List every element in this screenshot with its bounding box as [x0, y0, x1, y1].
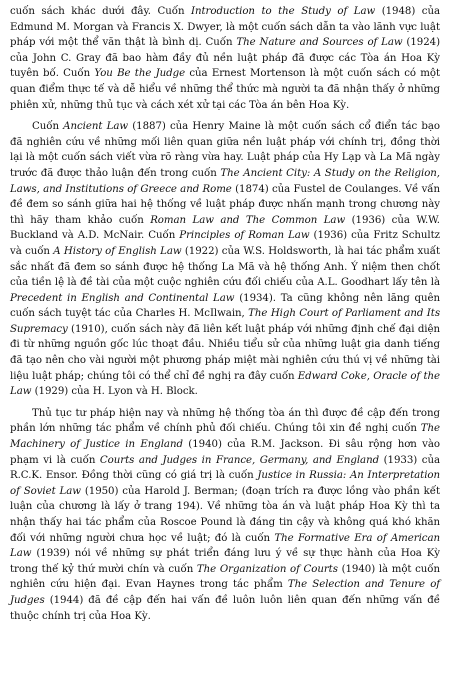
text-run: (1922) của W.S. Holdsworth, là hai tác phẩm xuất sắc nhất đã đem so sánh được hệ thống La Mã và hệ thống Anh. Ý niệm then chốt của tiền lệ là đề tài của một cuộc nghiên cứu đối chiếu của A.L. Goodhart lấy tên là [10, 245, 440, 289]
book-title: Introduction to the Study of Law [191, 6, 376, 17]
book-title: The Selection and Tenure of Judges [10, 579, 441, 606]
text-run: cuốn sách khác dưới đây. Cuốn [10, 6, 192, 17]
text-run: (1950) của Harold J. Berman; (đoạn trích ra được lồng vào phần kết luận của chương là lấy ở trang 194). Về những tòa án và luật pháp Hoa Kỳ thì ta nhận thấy hai tác phẩm của Roscoe Pound là đáng tin cậy và không quá khó khăn đối với những người chưa học về luật; đó là cuốn [10, 485, 440, 544]
text-run: Cuốn [32, 121, 64, 133]
text-run: (1944) đã đề cập đến hai vấn đề luôn luôn liên quan đến những vấn đề thuộc chính trị của Hoa Kỳ. [10, 594, 440, 622]
book-title: Ancient Law [63, 121, 129, 133]
paragraph-intro [10, 4, 440, 113]
text-run: (1939) nói về những sự phát triển đáng lưu ý về sự thực hành của Hoa Kỳ trong thế kỷ thứ mười chín và cuốn [10, 548, 440, 575]
text-run: (1940) là một cuốn nghiên cứu hiện đại. Evan Haynes trong tác phẩm [10, 563, 440, 591]
book-title: Precedent in English and Continental Law [10, 292, 235, 304]
text-run: Thủ tục tư pháp hiện nay và những hệ thống tòa án thì được đề cập đến trong phần lớn những tác phẩm về chính phủ đối chiếu. Chúng tôi xin đề nghị cuốn [10, 407, 440, 435]
text-run: của Ernest Mortenson là một cuốn sách có một quan điểm thực tế và dễ hiểu về những thể thức mà người ta đã nhận thấy ở những phiên xử, những thủ tục và cách xét xử tại các Tòa án bên Hoa Kỳ. [10, 68, 440, 111]
text-run: (1940) của R.M. Jackson. Đi sâu rộng hơn vào phạm vi là cuốn [10, 439, 440, 466]
book-title: Justice in Russia: An Interpretation of Soviet Law [10, 470, 440, 497]
book-title: The High Court of Parliament and Its Supremacy [10, 308, 440, 335]
text-run: (1933) của R.C.K. Ensor. Đồng thời cũng có giá trị là cuốn [10, 454, 440, 482]
paragraph-ancient-law [10, 119, 440, 400]
text-run: (1874) của Fustel de Coulanges. Về vấn đề đem so sánh giữa hai hệ thống về luật pháp được nhấn mạnh trong chương này thì hãy tham khảo cuốn [10, 183, 441, 226]
book-title: Principles of Roman Law [179, 230, 310, 242]
text-run: (1936) của Fritz Schultz và cuốn [10, 230, 440, 257]
book-title: The Machinery of Justice in England [10, 423, 440, 451]
book-title: The Formative Era of American Law [10, 532, 440, 560]
book-title: The Nature and Sources of Law [236, 37, 403, 49]
book-title: Edward Coke, Oracle of the Law [10, 370, 441, 398]
text-run: (1934). Ta cũng không nên lãng quên cuốn sách tuyệt tác của Charles H. McIlwain, [10, 292, 440, 320]
book-title: Roman Law and The Common Law [150, 214, 346, 226]
text-run: (1936) của W.W. Buckland và A.D. McNair. Cuốn [10, 214, 440, 242]
text-run: (1948) của Edmund M. Morgan và Francis X. Dwyer, là một cuốn sách dẫn ta vào lãnh vực luật pháp với một thể văn thật là bình dị. Cuốn [10, 6, 440, 49]
text-run: (1910), cuốn sách này đã liên kết luật pháp với những định chế đại diện đi từ những nguồn gốc lúc thoạt đầu. Nhiều tiểu sử của những luật gia danh tiếng đã tạo nên cho vài người một phương pháp miệt mài nghiên cứu thú vị về những tài liệu luật pháp; chúng tôi có thể chỉ đề nghị ra đây cuốn [10, 323, 440, 382]
book-title: The Organization of Courts [196, 563, 338, 575]
book-title: You Be the Judge [94, 68, 186, 80]
text-run: (1924) của John C. Gray đã bao hàm đầy đủ nền luật pháp đã được các Tòa án Hoa Kỳ tuyên bố. Cuốn [10, 37, 441, 80]
book-title: A History of English Law [53, 245, 182, 257]
text-run: (1887) của Henry Maine là một cuốn sách cổ điển tác bạo đã nghiên cứu về những mối liên quan giữa nền luật pháp với chính trị, đồng thời lại là một cuốn sách viết vừa rõ ràng vừa hay. Luật pháp của Hy Lạp và La Mã ngày trước đã được thảo luận đến trong cuốn [10, 121, 440, 179]
paragraph-judicial-procedure [10, 406, 440, 624]
text-run: (1929) của H. Lyon và H. Block. [31, 386, 198, 398]
book-title: The Ancient City: A Study on the Religion, Laws, and Institutions of Greece and Rome [10, 167, 440, 195]
book-title: Courts and Judges in France, Germany, and England [99, 454, 380, 466]
